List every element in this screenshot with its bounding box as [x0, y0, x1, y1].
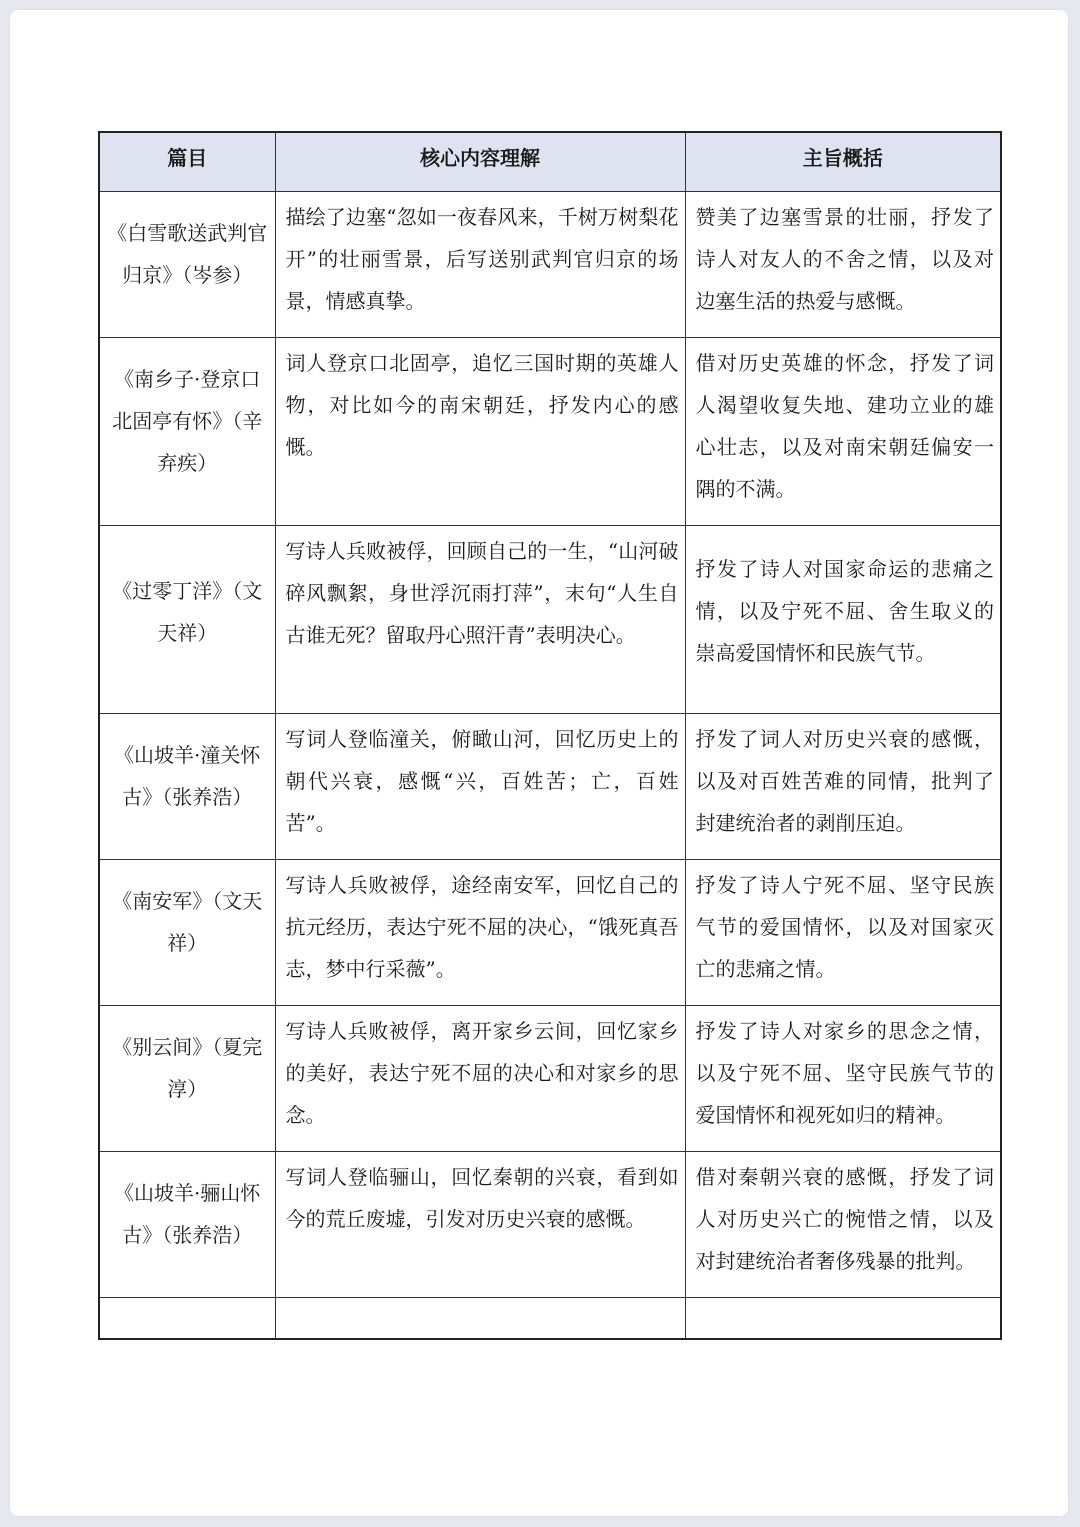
- header-title: 篇目: [99, 132, 275, 191]
- poem-content: 描绘了边塞“忽如一夜春风来，千树万树梨花开”的壮丽雪景，后写送别武判官归京的场景，情感真挚。: [275, 191, 685, 337]
- poem-content: 写词人登临潼关，俯瞰山河，回忆历史上的朝代兴衰，感慨“兴，百姓苦；亡，百姓苦”。: [275, 713, 685, 859]
- document-page: [10, 10, 1068, 1516]
- poem-content: 写诗人兵败被俘，回顾自己的一生，“山河破碎风飘絮，身世浮沉雨打萍”，末句“人生自古谁无死？留取丹心照汗青”表明决心。: [275, 525, 685, 713]
- header-theme: 主旨概括: [685, 132, 1001, 191]
- poem-theme: 抒发了词人对历史兴衰的感慨，以及对百姓苦难的同情，批判了封建统治者的剥削压迫。: [685, 713, 1001, 859]
- table-row: [99, 525, 1001, 713]
- table-header-row: [99, 132, 1001, 191]
- poem-content: 写词人登临骊山，回忆秦朝的兴衰，看到如今的荒丘废墟，引发对历史兴衰的感慨。: [275, 1151, 685, 1297]
- poem-summary-table: [98, 131, 1002, 1340]
- table-row: [99, 1151, 1001, 1297]
- poem-title: [99, 1297, 275, 1339]
- table-row-empty: [99, 1297, 1001, 1339]
- poem-title: 《南乡子·登京口北固亭有怀》（辛弃疾）: [99, 337, 275, 525]
- poem-content: 写诗人兵败被俘，离开家乡云间，回忆家乡的美好，表达宁死不屈的决心和对家乡的思念。: [275, 1005, 685, 1151]
- poem-theme: 借对秦朝兴衰的感慨，抒发了词人对历史兴亡的惋惜之情，以及对封建统治者奢侈残暴的批判。: [685, 1151, 1001, 1297]
- table-row: [99, 191, 1001, 337]
- poem-theme: 借对历史英雄的怀念，抒发了词人渴望收复失地、建功立业的雄心壮志，以及对南宋朝廷偏安一隅的不满。: [685, 337, 1001, 525]
- poem-content: 写诗人兵败被俘，途经南安军，回忆自己的抗元经历，表达宁死不屈的决心，“饿死真吾志，梦中行采薇”。: [275, 859, 685, 1005]
- poem-content: 词人登京口北固亭，追忆三国时期的英雄人物，对比如今的南宋朝廷，抒发内心的感慨。: [275, 337, 685, 525]
- poem-theme: 抒发了诗人对家乡的思念之情，以及宁死不屈、坚守民族气节的爱国情怀和视死如归的精神。: [685, 1005, 1001, 1151]
- table-row: [99, 713, 1001, 859]
- poem-title: 《白雪歌送武判官归京》（岑参）: [99, 191, 275, 337]
- poem-title: 《山坡羊·骊山怀古》（张养浩）: [99, 1151, 275, 1297]
- poem-title: 《过零丁洋》（文天祥）: [99, 525, 275, 713]
- poem-theme: 抒发了诗人对国家命运的悲痛之情，以及宁死不屈、舍生取义的崇高爱国情怀和民族气节。: [685, 525, 1001, 713]
- poem-title: 《山坡羊·潼关怀古》（张养浩）: [99, 713, 275, 859]
- poem-theme: [685, 1297, 1001, 1339]
- table-row: [99, 337, 1001, 525]
- poem-theme: 赞美了边塞雪景的壮丽，抒发了诗人对友人的不舍之情，以及对边塞生活的热爱与感慨。: [685, 191, 1001, 337]
- poem-content: [275, 1297, 685, 1339]
- poem-title: 《南安军》（文天祥）: [99, 859, 275, 1005]
- poem-title: 《别云间》（夏完淳）: [99, 1005, 275, 1151]
- header-content: 核心内容理解: [275, 132, 685, 191]
- table-row: [99, 1005, 1001, 1151]
- poem-theme: 抒发了诗人宁死不屈、坚守民族气节的爱国情怀，以及对国家灭亡的悲痛之情。: [685, 859, 1001, 1005]
- table-row: [99, 859, 1001, 1005]
